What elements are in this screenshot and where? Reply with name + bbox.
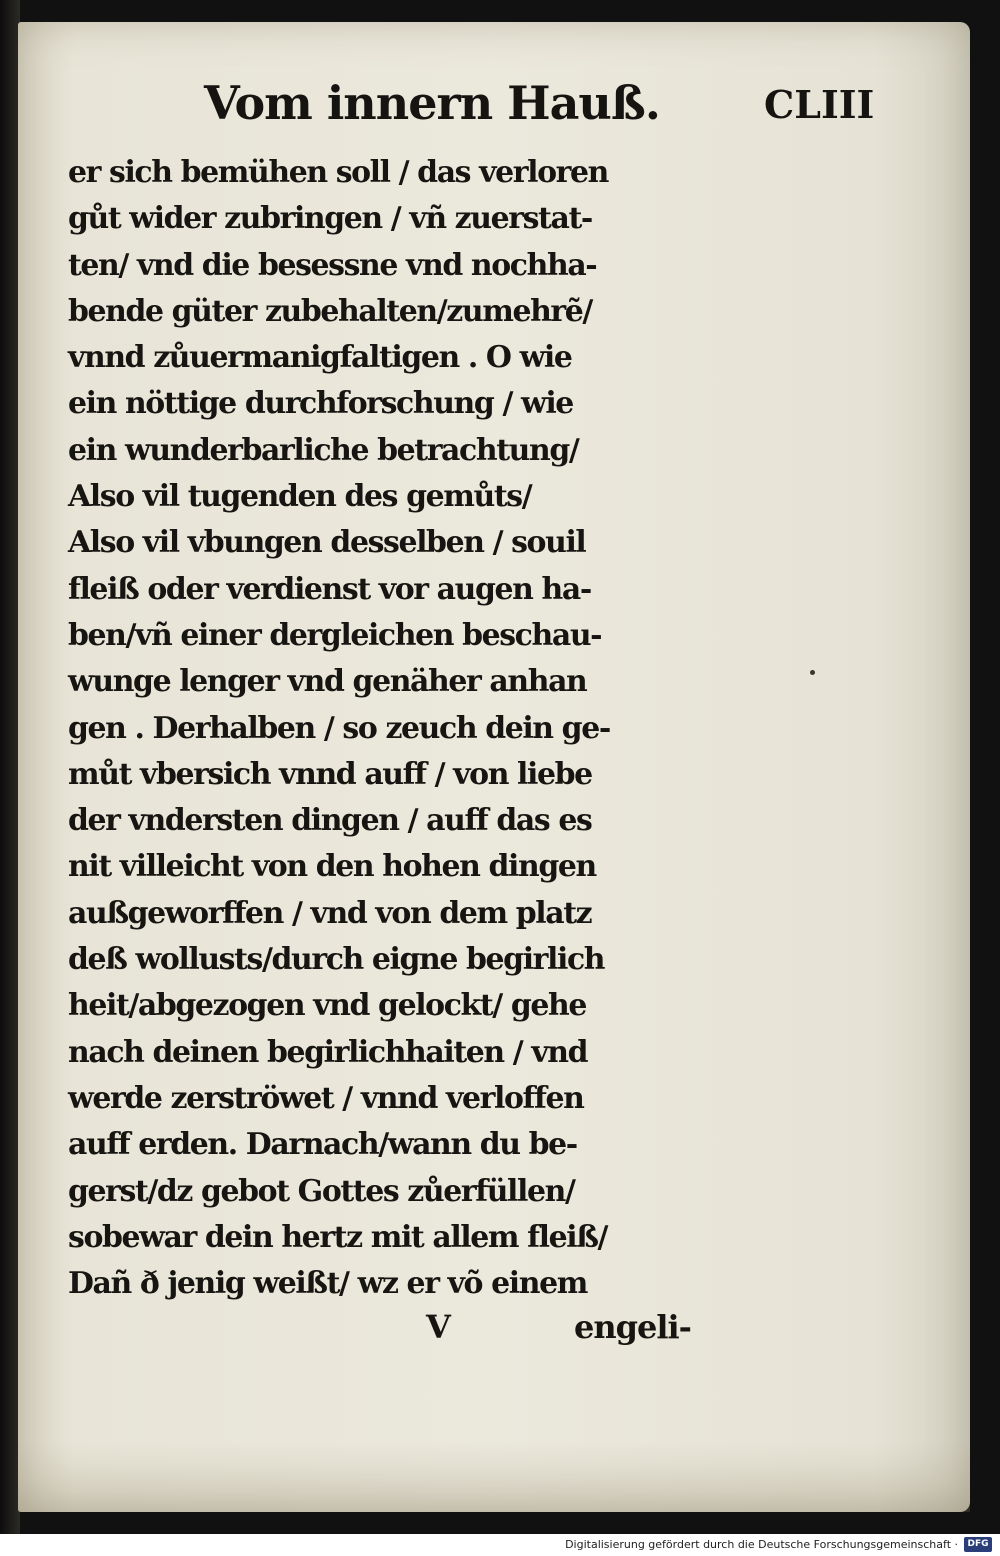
footer-bar	[0, 1534, 1000, 1556]
text-line: werde zerströwet / vnnd verloffen	[68, 1080, 584, 1116]
text-line: deß wollusts/durch eigne begirlich	[68, 942, 605, 978]
signature-mark: V	[426, 1308, 451, 1346]
book-spine-edge	[0, 0, 20, 1534]
text-line: heit/abgezogen vnd gelockt/ gehe	[68, 988, 586, 1024]
text-block	[68, 150, 718, 1307]
dfg-logo: DFG	[964, 1537, 992, 1552]
text-line: vnnd zůuermanigfaltigen . O wie	[68, 340, 572, 376]
text-line: ben/vñ einer dergleichen beschau-	[68, 617, 602, 653]
text-line: auff erden. Darnach/wann du be-	[68, 1127, 577, 1163]
catchword: engeli-	[574, 1308, 691, 1346]
text-line: Dañ ð jenig weißt/ wz er võ einem	[68, 1266, 587, 1302]
text-line: můt vbersich vnnd auff / von liebe	[68, 756, 592, 792]
text-line: wunge lenger vnd genäher anhan	[68, 664, 587, 700]
text-line: nit villeicht von den hohen dingen	[68, 849, 596, 885]
text-line: ten/ vnd die besessne vnd nochha-	[68, 247, 597, 283]
text-line: gen . Derhalben / so zeuch dein ge-	[68, 710, 610, 746]
ink-speck	[810, 670, 815, 675]
text-line: bende güter zubehalten/zumehrẽ/	[68, 293, 592, 329]
running-title: Vom innern Hauß.	[204, 76, 660, 130]
text-line: ein wunderbarliche betrachtung/	[68, 432, 579, 468]
book-page	[18, 22, 970, 1512]
text-line: Also vil vbungen desselben / souil	[68, 525, 586, 561]
text-line: außgeworffen / vnd von dem platz	[68, 895, 592, 931]
text-line: fleiß oder verdienst vor augen ha-	[68, 571, 591, 607]
text-line: nach deinen begirlichhaiten / vnd	[68, 1034, 588, 1070]
text-line: sobewar dein hertz mit allem fleiß/	[68, 1219, 608, 1255]
text-line: der vndersten dingen / auff das es	[68, 803, 592, 839]
text-line: gerst/dz gebot Gottes zůerfüllen/	[68, 1173, 575, 1209]
text-line: gůt wider zubringen / vñ zuerstat-	[68, 201, 592, 237]
text-line: Also vil tugenden des gemůts/	[68, 479, 532, 515]
text-line: ein nöttige durchforschung / wie	[68, 386, 573, 422]
funding-note: Digitalisierung gefördert durch die Deutsche Forschungsgemeinschaft ·	[565, 1538, 958, 1551]
folio-number: CLIII	[764, 82, 875, 127]
text-line: er sich bemühen soll / das verloren	[68, 155, 608, 190]
